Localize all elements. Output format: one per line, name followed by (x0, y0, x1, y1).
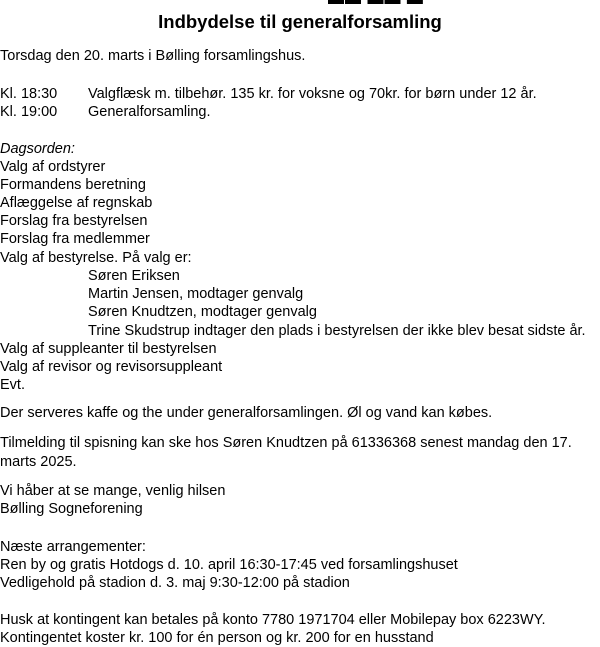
membership-text: Husk at kontingent kan betales på konto 7780 1971704 eller Mobilepay box 6223WY. (0, 612, 546, 628)
membership-text: Kontingentet koster kr. 100 for én person og kr. 200 for en husstand (0, 630, 434, 646)
cropped-heading-fragment (328, 0, 424, 9)
sender-name: Bølling Sogneforening (0, 501, 143, 517)
schedule-time: Kl. 18:30 (0, 86, 58, 102)
next-event-item: Vedligehold på stadion d. 3. maj 9:30-12:00 på stadion (0, 575, 350, 591)
schedule-text: Valgflæsk m. tilbehør. 135 kr. for voksne og 70kr. for børn under 12 år. (88, 86, 537, 102)
agenda-item: Forslag fra medlemmer (0, 231, 150, 247)
agenda-item: Valg af bestyrelse. På valg er: (0, 250, 192, 266)
agenda-item: Aflæggelse af regnskab (0, 195, 153, 211)
page-title: Indbydelse til generalforsamling (158, 11, 442, 32)
agenda-heading: Dagsorden: (0, 141, 75, 157)
agenda-item: Forslag fra bestyrelsen (0, 213, 148, 229)
candidate-item: Trine Skudstrup indtager den plads i bestyrelsen der ikke blev besat sidste år. (88, 323, 586, 339)
candidate-item: Martin Jensen, modtager genvalg (88, 286, 304, 302)
next-events-heading: Næste arrangementer: (0, 539, 146, 555)
agenda-item: Valg af ordstyrer (0, 159, 106, 175)
schedule-text: Generalforsamling. (88, 104, 211, 120)
next-event-item: Ren by og gratis Hotdogs d. 10. april 16:30-17:45 ved forsamlingshuset (0, 557, 458, 573)
registration-text: Tilmelding til spisning kan ske hos Søren Knudtzen på 61336368 senest mandag den 17. (0, 435, 572, 451)
closing-greeting: Vi håber at se mange, venlig hilsen (0, 483, 226, 499)
agenda-item: Evt. (0, 377, 25, 393)
candidate-item: Søren Eriksen (88, 268, 180, 284)
refreshments-text: Der serveres kaffe og the under generalforsamlingen. Øl og vand kan købes. (0, 405, 493, 421)
agenda-item: Valg af suppleanter til bestyrelsen (0, 341, 217, 357)
agenda-item: Formandens beretning (0, 177, 146, 193)
schedule-time: Kl. 19:00 (0, 104, 58, 120)
intro-text: Torsdag den 20. marts i Bølling forsamlingshus. (0, 48, 306, 64)
agenda-item: Valg af revisor og revisorsuppleant (0, 359, 223, 375)
registration-text: marts 2025. (0, 454, 77, 470)
candidate-item: Søren Knudtzen, modtager genvalg (88, 304, 317, 320)
